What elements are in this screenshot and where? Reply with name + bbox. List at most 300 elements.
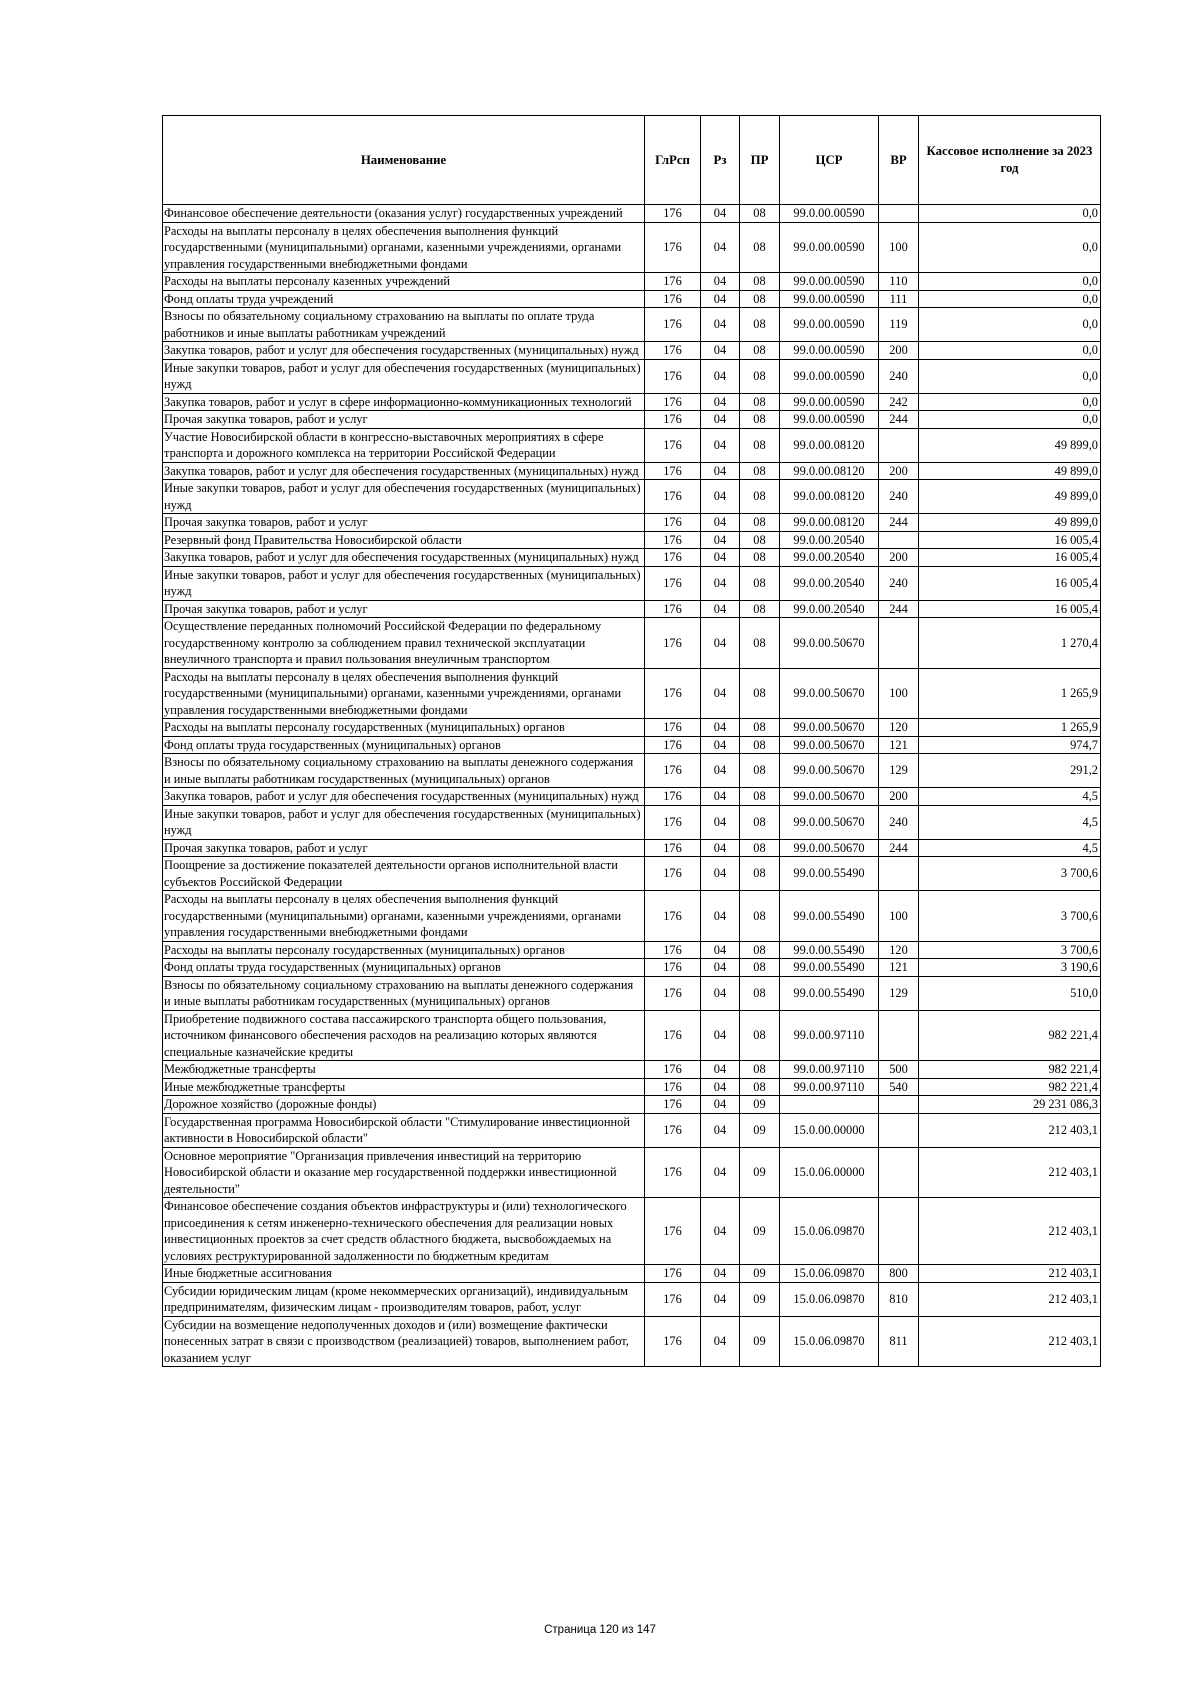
table-header-row (163, 116, 1101, 205)
budget-execution-table (162, 115, 1101, 1367)
table-row (163, 273, 1101, 291)
cell-amount: 982 221,4 (919, 1010, 1101, 1061)
cell-vr: 120 (879, 719, 919, 737)
cell-csr: 99.0.00.50670 (780, 618, 879, 669)
cell-vr: 811 (879, 1316, 919, 1367)
cell-pr: 09 (740, 1282, 780, 1316)
cell-name: Закупка товаров, работ и услуг в сфере информационно-коммуникационных технологий (163, 393, 645, 411)
header-rz: Рз (701, 116, 740, 205)
cell-pr: 08 (740, 205, 780, 223)
cell-csr: 99.0.00.08120 (780, 462, 879, 480)
cell-amount: 212 403,1 (919, 1282, 1101, 1316)
cell-name: Расходы на выплаты персоналу государственных (муниципальных) органов (163, 941, 645, 959)
cell-amount: 212 403,1 (919, 1316, 1101, 1367)
cell-glrsp: 176 (645, 205, 701, 223)
cell-rz: 04 (701, 1316, 740, 1367)
cell-csr: 99.0.00.55490 (780, 976, 879, 1010)
page-number: Страница 120 из 147 (544, 1624, 656, 1636)
cell-csr: 99.0.00.00590 (780, 222, 879, 273)
header-csr: ЦСР (780, 116, 879, 205)
cell-csr: 99.0.00.08120 (780, 428, 879, 462)
cell-glrsp: 176 (645, 359, 701, 393)
cell-name: Взносы по обязательному социальному страхованию на выплаты денежного содержания и иные выплаты работникам государственных (муниципальных) органов (163, 754, 645, 788)
cell-name: Расходы на выплаты персоналу в целях обеспечения выполнения функций государственными (муниципальными) органами, казенными учреждениями, органами управления государственными внебюджетными фондами (163, 222, 645, 273)
cell-name: Фонд оплаты труда учреждений (163, 290, 645, 308)
cell-vr: 200 (879, 788, 919, 806)
cell-vr: 121 (879, 959, 919, 977)
cell-glrsp: 176 (645, 976, 701, 1010)
cell-vr: 129 (879, 976, 919, 1010)
cell-name: Прочая закупка товаров, работ и услуг (163, 411, 645, 429)
cell-glrsp: 176 (645, 600, 701, 618)
cell-csr: 99.0.00.97110 (780, 1078, 879, 1096)
cell-glrsp: 176 (645, 754, 701, 788)
table-row (163, 1198, 1101, 1265)
table-row (163, 1316, 1101, 1367)
cell-name: Прочая закупка товаров, работ и услуг (163, 839, 645, 857)
cell-vr: 100 (879, 668, 919, 719)
cell-glrsp: 176 (645, 222, 701, 273)
cell-glrsp: 176 (645, 1061, 701, 1079)
cell-name: Иные закупки товаров, работ и услуг для обеспечения государственных (муниципальных) нужд (163, 359, 645, 393)
cell-csr: 99.0.00.00590 (780, 308, 879, 342)
cell-pr: 08 (740, 788, 780, 806)
cell-vr (879, 428, 919, 462)
table-row (163, 1078, 1101, 1096)
cell-amount: 0,0 (919, 308, 1101, 342)
cell-vr: 119 (879, 308, 919, 342)
cell-csr: 99.0.00.20540 (780, 566, 879, 600)
cell-pr: 08 (740, 393, 780, 411)
cell-amount: 3 700,6 (919, 891, 1101, 942)
cell-vr: 111 (879, 290, 919, 308)
cell-vr: 100 (879, 891, 919, 942)
table-row (163, 222, 1101, 273)
cell-csr: 99.0.00.00590 (780, 393, 879, 411)
cell-glrsp: 176 (645, 1078, 701, 1096)
cell-pr: 09 (740, 1316, 780, 1367)
cell-pr: 08 (740, 549, 780, 567)
cell-amount: 49 899,0 (919, 428, 1101, 462)
cell-vr: 244 (879, 600, 919, 618)
cell-amount: 0,0 (919, 205, 1101, 223)
cell-rz: 04 (701, 788, 740, 806)
cell-glrsp: 176 (645, 549, 701, 567)
cell-rz: 04 (701, 428, 740, 462)
cell-vr: 200 (879, 342, 919, 360)
cell-pr: 08 (740, 600, 780, 618)
cell-name: Закупка товаров, работ и услуг для обеспечения государственных (муниципальных) нужд (163, 462, 645, 480)
table-row (163, 308, 1101, 342)
cell-rz: 04 (701, 736, 740, 754)
cell-rz: 04 (701, 891, 740, 942)
cell-glrsp: 176 (645, 618, 701, 669)
table-row (163, 719, 1101, 737)
cell-rz: 04 (701, 342, 740, 360)
table-row (163, 959, 1101, 977)
cell-name: Финансовое обеспечение создания объектов инфраструктуры и (или) технологического присоединения к сетям инженерно-технического обеспечения для реализации новых инвестиционных проектов за счет средств областного бюджета, высвобождаемых на условиях реструктурированной задолженности по бюджетным кредитам (163, 1198, 645, 1265)
cell-csr: 99.0.00.00590 (780, 359, 879, 393)
table-row (163, 788, 1101, 806)
table-row (163, 1147, 1101, 1198)
cell-pr: 08 (740, 891, 780, 942)
cell-amount: 291,2 (919, 754, 1101, 788)
cell-glrsp: 176 (645, 1265, 701, 1283)
cell-rz: 04 (701, 222, 740, 273)
cell-pr: 08 (740, 941, 780, 959)
cell-csr: 99.0.00.08120 (780, 514, 879, 532)
cell-pr: 08 (740, 1010, 780, 1061)
cell-rz: 04 (701, 1147, 740, 1198)
cell-csr: 99.0.00.97110 (780, 1010, 879, 1061)
table-row (163, 891, 1101, 942)
header-name: Наименование (163, 116, 645, 205)
cell-rz: 04 (701, 959, 740, 977)
cell-amount: 0,0 (919, 273, 1101, 291)
cell-pr: 08 (740, 976, 780, 1010)
cell-name: Иные закупки товаров, работ и услуг для обеспечения государственных (муниципальных) нужд (163, 480, 645, 514)
cell-vr: 100 (879, 222, 919, 273)
cell-csr: 99.0.00.20540 (780, 531, 879, 549)
cell-name: Межбюджетные трансферты (163, 1061, 645, 1079)
cell-name: Иные бюджетные ассигнования (163, 1265, 645, 1283)
cell-name: Взносы по обязательному социальному страхованию на выплаты по оплате труда работников и иные выплаты работникам учреждений (163, 308, 645, 342)
table-row (163, 805, 1101, 839)
cell-amount: 0,0 (919, 222, 1101, 273)
cell-csr: 99.0.00.20540 (780, 600, 879, 618)
cell-name: Расходы на выплаты персоналу в целях обеспечения выполнения функций государственными (муниципальными) органами, казенными учреждениями, органами управления государственными внебюджетными фондами (163, 891, 645, 942)
cell-name: Закупка товаров, работ и услуг для обеспечения государственных (муниципальных) нужд (163, 549, 645, 567)
cell-amount: 1 270,4 (919, 618, 1101, 669)
cell-glrsp: 176 (645, 719, 701, 737)
cell-pr: 08 (740, 736, 780, 754)
cell-csr: 99.0.00.97110 (780, 1061, 879, 1079)
cell-pr: 08 (740, 805, 780, 839)
cell-name: Прочая закупка товаров, работ и услуг (163, 600, 645, 618)
cell-pr: 08 (740, 308, 780, 342)
cell-vr: 200 (879, 549, 919, 567)
cell-name: Субсидии юридическим лицам (кроме некоммерческих организаций), индивидуальным предпринимателям, физическим лицам - производителям товаров, работ, услуг (163, 1282, 645, 1316)
cell-amount: 212 403,1 (919, 1147, 1101, 1198)
cell-vr: 244 (879, 514, 919, 532)
cell-rz: 04 (701, 290, 740, 308)
cell-amount: 0,0 (919, 359, 1101, 393)
cell-csr: 15.0.06.09870 (780, 1265, 879, 1283)
cell-csr: 99.0.00.55490 (780, 959, 879, 977)
cell-vr: 540 (879, 1078, 919, 1096)
cell-amount: 3 190,6 (919, 959, 1101, 977)
cell-rz: 04 (701, 514, 740, 532)
cell-glrsp: 176 (645, 531, 701, 549)
cell-rz: 04 (701, 273, 740, 291)
cell-glrsp: 176 (645, 891, 701, 942)
cell-vr: 810 (879, 1282, 919, 1316)
cell-glrsp: 176 (645, 1316, 701, 1367)
cell-pr: 08 (740, 273, 780, 291)
table-row (163, 941, 1101, 959)
header-pr: ПР (740, 116, 780, 205)
cell-name: Участие Новосибирской области в конгрессно-выставочных мероприятиях в сфере транспорта и дорожного комплекса на территории Российской Федерации (163, 428, 645, 462)
cell-vr (879, 857, 919, 891)
cell-pr: 08 (740, 857, 780, 891)
table-row (163, 393, 1101, 411)
cell-amount: 1 265,9 (919, 719, 1101, 737)
cell-name: Закупка товаров, работ и услуг для обеспечения государственных (муниципальных) нужд (163, 788, 645, 806)
cell-name: Основное мероприятие "Организация привлечения инвестиций на территорию Новосибирской области и оказание мер государственной поддержки инвестиционной деятельности" (163, 1147, 645, 1198)
cell-amount: 4,5 (919, 839, 1101, 857)
cell-csr: 99.0.00.50670 (780, 805, 879, 839)
cell-name: Государственная программа Новосибирской области "Стимулирование инвестиционной активности в Новосибирской области" (163, 1113, 645, 1147)
table-row (163, 857, 1101, 891)
cell-csr: 99.0.00.00590 (780, 205, 879, 223)
cell-rz: 04 (701, 1265, 740, 1283)
cell-csr: 99.0.00.55490 (780, 891, 879, 942)
cell-csr: 99.0.00.55490 (780, 857, 879, 891)
cell-csr: 99.0.00.00590 (780, 290, 879, 308)
cell-name: Осуществление переданных полномочий Российской Федерации по федеральному государственному контролю за соблюдением правил технической эксплуатации внеуличного транспорта и правил пользования внеуличным транспортом (163, 618, 645, 669)
table-row (163, 205, 1101, 223)
cell-vr: 120 (879, 941, 919, 959)
cell-pr: 08 (740, 222, 780, 273)
cell-csr: 99.0.00.00590 (780, 273, 879, 291)
cell-rz: 04 (701, 976, 740, 1010)
cell-amount: 0,0 (919, 393, 1101, 411)
header-amount: Кассовое исполнение за 2023 год (919, 116, 1101, 205)
cell-amount: 0,0 (919, 342, 1101, 360)
cell-rz: 04 (701, 1010, 740, 1061)
cell-amount: 982 221,4 (919, 1078, 1101, 1096)
table-row (163, 1265, 1101, 1283)
cell-rz: 04 (701, 1061, 740, 1079)
table-row (163, 359, 1101, 393)
cell-rz: 04 (701, 393, 740, 411)
cell-rz: 04 (701, 1096, 740, 1114)
cell-name: Расходы на выплаты персоналу в целях обеспечения выполнения функций государственными (муниципальными) органами, казенными учреждениями, органами управления государственными внебюджетными фондами (163, 668, 645, 719)
cell-vr (879, 1096, 919, 1114)
cell-glrsp: 176 (645, 290, 701, 308)
table-row (163, 428, 1101, 462)
table-row (163, 514, 1101, 532)
cell-glrsp: 176 (645, 411, 701, 429)
cell-csr: 99.0.00.50670 (780, 719, 879, 737)
cell-vr: 240 (879, 805, 919, 839)
cell-name: Резервный фонд Правительства Новосибирской области (163, 531, 645, 549)
cell-csr: 15.0.06.09870 (780, 1282, 879, 1316)
cell-glrsp: 176 (645, 462, 701, 480)
cell-pr: 08 (740, 839, 780, 857)
cell-amount: 510,0 (919, 976, 1101, 1010)
table-row (163, 976, 1101, 1010)
cell-pr: 09 (740, 1096, 780, 1114)
cell-glrsp: 176 (645, 805, 701, 839)
table-row (163, 1061, 1101, 1079)
cell-pr: 09 (740, 1198, 780, 1265)
cell-amount: 212 403,1 (919, 1265, 1101, 1283)
cell-pr: 08 (740, 959, 780, 977)
cell-rz: 04 (701, 1198, 740, 1265)
table-row (163, 839, 1101, 857)
cell-vr: 244 (879, 411, 919, 429)
cell-glrsp: 176 (645, 480, 701, 514)
cell-pr: 08 (740, 668, 780, 719)
cell-pr: 08 (740, 480, 780, 514)
table-row (163, 411, 1101, 429)
table-row (163, 618, 1101, 669)
cell-vr: 240 (879, 566, 919, 600)
table-row (163, 1010, 1101, 1061)
cell-rz: 04 (701, 205, 740, 223)
cell-glrsp: 176 (645, 1096, 701, 1114)
table-row (163, 342, 1101, 360)
table-row (163, 531, 1101, 549)
cell-rz: 04 (701, 359, 740, 393)
cell-amount: 49 899,0 (919, 462, 1101, 480)
cell-pr: 08 (740, 566, 780, 600)
table-row (163, 754, 1101, 788)
cell-csr: 99.0.00.20540 (780, 549, 879, 567)
cell-rz: 04 (701, 531, 740, 549)
cell-glrsp: 176 (645, 308, 701, 342)
cell-name: Прочая закупка товаров, работ и услуг (163, 514, 645, 532)
cell-glrsp: 176 (645, 959, 701, 977)
cell-glrsp: 176 (645, 273, 701, 291)
cell-pr: 09 (740, 1265, 780, 1283)
cell-pr: 08 (740, 342, 780, 360)
cell-rz: 04 (701, 1113, 740, 1147)
cell-vr (879, 618, 919, 669)
cell-pr: 08 (740, 411, 780, 429)
cell-rz: 04 (701, 839, 740, 857)
cell-csr: 99.0.00.50670 (780, 754, 879, 788)
cell-rz: 04 (701, 549, 740, 567)
cell-name: Фонд оплаты труда государственных (муниципальных) органов (163, 736, 645, 754)
table-row (163, 290, 1101, 308)
cell-name: Расходы на выплаты персоналу казенных учреждений (163, 273, 645, 291)
cell-csr: 15.0.06.09870 (780, 1316, 879, 1367)
cell-rz: 04 (701, 618, 740, 669)
cell-amount: 974,7 (919, 736, 1101, 754)
cell-amount: 16 005,4 (919, 549, 1101, 567)
cell-glrsp: 176 (645, 788, 701, 806)
cell-csr: 99.0.00.55490 (780, 941, 879, 959)
cell-glrsp: 176 (645, 1198, 701, 1265)
cell-vr (879, 1010, 919, 1061)
cell-pr: 08 (740, 618, 780, 669)
table-body (163, 205, 1101, 1367)
cell-name: Дорожное хозяйство (дорожные фонды) (163, 1096, 645, 1114)
cell-amount: 212 403,1 (919, 1113, 1101, 1147)
cell-name: Финансовое обеспечение деятельности (оказания услуг) государственных учреждений (163, 205, 645, 223)
cell-csr: 99.0.00.50670 (780, 788, 879, 806)
cell-amount: 3 700,6 (919, 857, 1101, 891)
cell-rz: 04 (701, 308, 740, 342)
cell-name: Субсидии на возмещение недополученных доходов и (или) возмещение фактически понесенных затрат в связи с производством (реализацией) товаров, выполнением работ, оказанием услуг (163, 1316, 645, 1367)
cell-rz: 04 (701, 941, 740, 959)
cell-vr (879, 1147, 919, 1198)
cell-vr: 500 (879, 1061, 919, 1079)
cell-rz: 04 (701, 462, 740, 480)
cell-rz: 04 (701, 857, 740, 891)
cell-csr (780, 1096, 879, 1114)
cell-amount: 0,0 (919, 290, 1101, 308)
cell-rz: 04 (701, 600, 740, 618)
cell-pr: 08 (740, 514, 780, 532)
cell-name: Иные межбюджетные трансферты (163, 1078, 645, 1096)
cell-pr: 08 (740, 428, 780, 462)
cell-amount: 1 265,9 (919, 668, 1101, 719)
cell-csr: 99.0.00.50670 (780, 839, 879, 857)
cell-glrsp: 176 (645, 514, 701, 532)
cell-pr: 08 (740, 1078, 780, 1096)
cell-name: Приобретение подвижного состава пассажирского транспорта общего пользования, источником финансового обеспечения расходов на реализацию которых являются специальные казначейские кредиты (163, 1010, 645, 1061)
cell-vr: 800 (879, 1265, 919, 1283)
cell-amount: 3 700,6 (919, 941, 1101, 959)
cell-name: Иные закупки товаров, работ и услуг для обеспечения государственных (муниципальных) нужд (163, 566, 645, 600)
cell-rz: 04 (701, 1282, 740, 1316)
cell-amount: 16 005,4 (919, 531, 1101, 549)
cell-csr: 15.0.06.09870 (780, 1198, 879, 1265)
cell-glrsp: 176 (645, 1282, 701, 1316)
cell-pr: 08 (740, 719, 780, 737)
cell-vr: 110 (879, 273, 919, 291)
cell-vr (879, 205, 919, 223)
table-row (163, 1282, 1101, 1316)
cell-vr: 121 (879, 736, 919, 754)
cell-amount: 49 899,0 (919, 480, 1101, 514)
cell-rz: 04 (701, 754, 740, 788)
cell-glrsp: 176 (645, 566, 701, 600)
cell-rz: 04 (701, 719, 740, 737)
cell-vr: 240 (879, 480, 919, 514)
table-row (163, 1113, 1101, 1147)
cell-vr (879, 1198, 919, 1265)
header-vr: ВР (879, 116, 919, 205)
table-row (163, 600, 1101, 618)
cell-glrsp: 176 (645, 428, 701, 462)
cell-pr: 08 (740, 754, 780, 788)
cell-amount: 4,5 (919, 788, 1101, 806)
table-row (163, 668, 1101, 719)
table-row (163, 549, 1101, 567)
cell-name: Поощрение за достижение показателей деятельности органов исполнительной власти субъектов Российской Федерации (163, 857, 645, 891)
cell-vr: 200 (879, 462, 919, 480)
cell-vr: 129 (879, 754, 919, 788)
cell-glrsp: 176 (645, 1147, 701, 1198)
cell-glrsp: 176 (645, 1113, 701, 1147)
cell-rz: 04 (701, 480, 740, 514)
cell-rz: 04 (701, 411, 740, 429)
cell-csr: 99.0.00.08120 (780, 480, 879, 514)
cell-amount: 4,5 (919, 805, 1101, 839)
cell-csr: 99.0.00.00590 (780, 411, 879, 429)
cell-pr: 08 (740, 290, 780, 308)
cell-pr: 08 (740, 531, 780, 549)
table-row (163, 480, 1101, 514)
cell-amount: 212 403,1 (919, 1198, 1101, 1265)
cell-amount: 0,0 (919, 411, 1101, 429)
cell-glrsp: 176 (645, 839, 701, 857)
cell-name: Закупка товаров, работ и услуг для обеспечения государственных (муниципальных) нужд (163, 342, 645, 360)
cell-vr: 240 (879, 359, 919, 393)
cell-glrsp: 176 (645, 393, 701, 411)
cell-pr: 08 (740, 359, 780, 393)
cell-name: Иные закупки товаров, работ и услуг для обеспечения государственных (муниципальных) нужд (163, 805, 645, 839)
cell-vr (879, 1113, 919, 1147)
cell-rz: 04 (701, 1078, 740, 1096)
cell-csr: 99.0.00.00590 (780, 342, 879, 360)
cell-glrsp: 176 (645, 857, 701, 891)
cell-rz: 04 (701, 668, 740, 719)
